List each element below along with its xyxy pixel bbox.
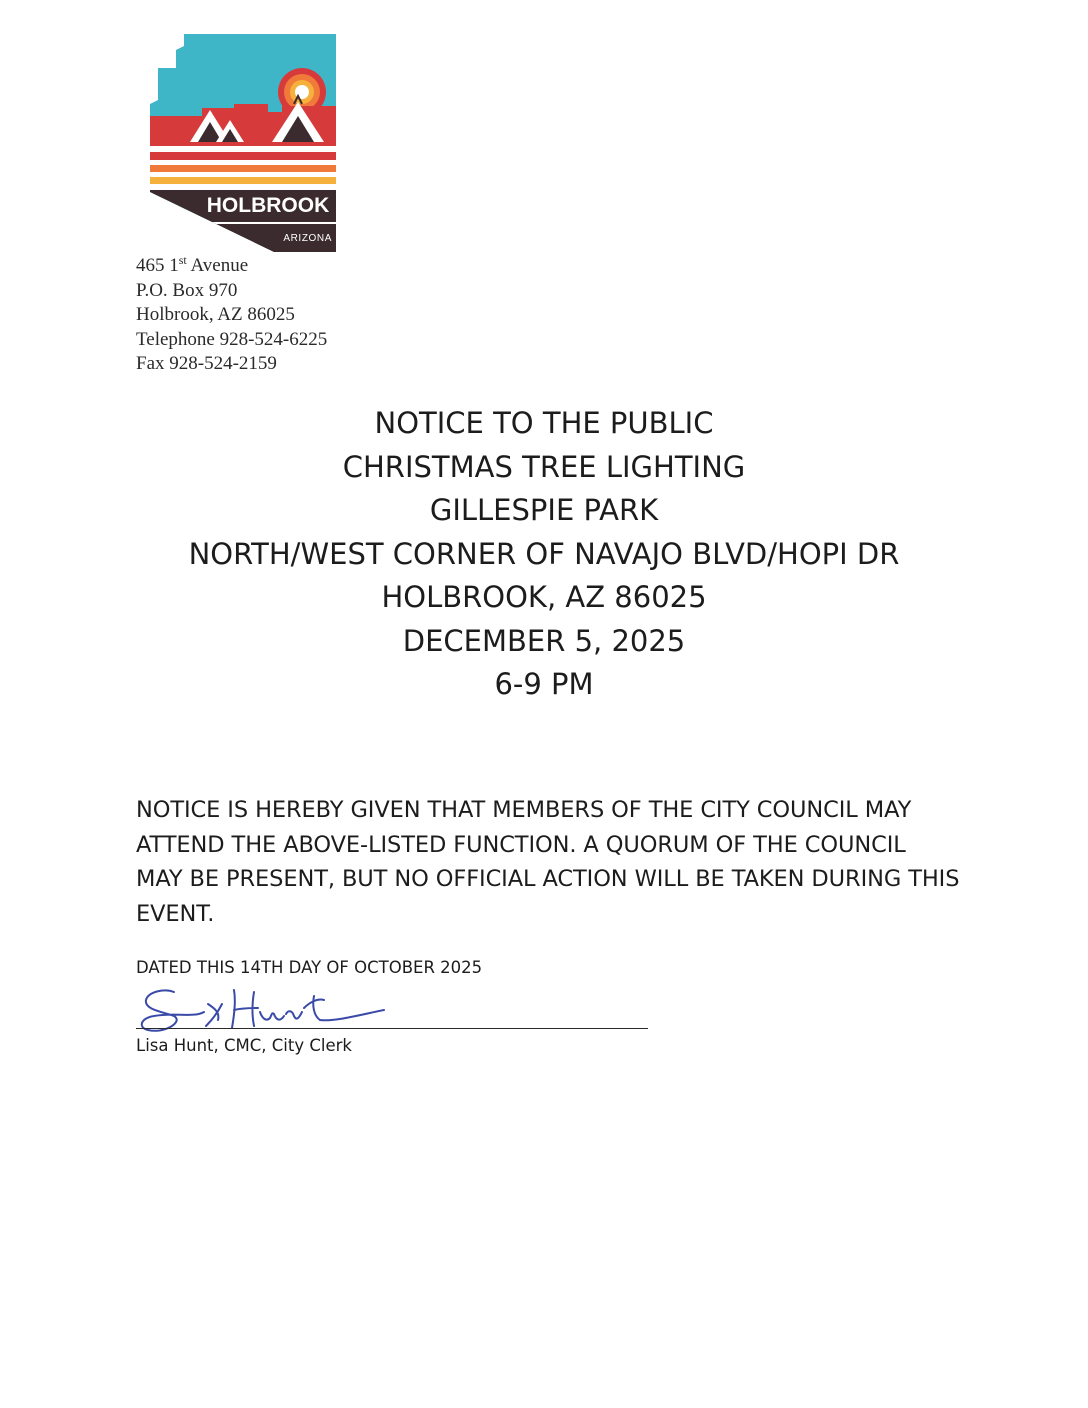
notice-line: ATTEND THE ABOVE-LISTED FUNCTION. A QUORUM OF THE COUNCIL: [136, 831, 906, 858]
dated-line: DATED THIS 14TH DAY OF OCTOBER 2025: [136, 958, 483, 977]
po-box: P.O. Box 970: [136, 279, 238, 301]
telephone: Telephone 928-524-6225: [136, 328, 328, 350]
signer-name: Lisa Hunt, CMC, City Clerk: [136, 1036, 352, 1055]
heading-venue: GILLESPIE PARK: [429, 493, 659, 527]
heading-title: NOTICE TO THE PUBLIC: [374, 406, 714, 440]
heading-date: DECEMBER 5, 2025: [402, 623, 686, 658]
city-state-zip: Holbrook, AZ 86025: [136, 304, 295, 325]
notice-line: MAY BE PRESENT, BUT NO OFFICIAL ACTION WILL BE TAKEN DURING THIS: [136, 866, 960, 892]
signature: [134, 982, 394, 1044]
notice-body: [136, 793, 1016, 931]
notice-heading: [0, 402, 1088, 707]
svg-text:HOLBROOK: HOLBROOK: [206, 194, 330, 217]
street-address: 465 1st Avenue: [136, 253, 249, 276]
fax: Fax 928-524-2159: [136, 353, 277, 374]
heading-location: NORTH/WEST CORNER OF NAVAJO BLVD/HOPI DR: [188, 536, 900, 571]
heading-city: HOLBROOK, AZ 86025: [381, 580, 707, 614]
signature-line: [136, 1028, 648, 1029]
notice-line: EVENT.: [136, 900, 215, 927]
holbrook-logo: [150, 32, 340, 254]
svg-text:ARIZONA: ARIZONA: [283, 233, 332, 244]
heading-time: 6-9 PM: [494, 667, 594, 701]
heading-event: CHRISTMAS TREE LIGHTING: [342, 449, 746, 484]
notice-line: NOTICE IS HEREBY GIVEN THAT MEMBERS OF THE CITY COUNCIL MAY: [136, 797, 912, 823]
address-block: [136, 254, 327, 377]
